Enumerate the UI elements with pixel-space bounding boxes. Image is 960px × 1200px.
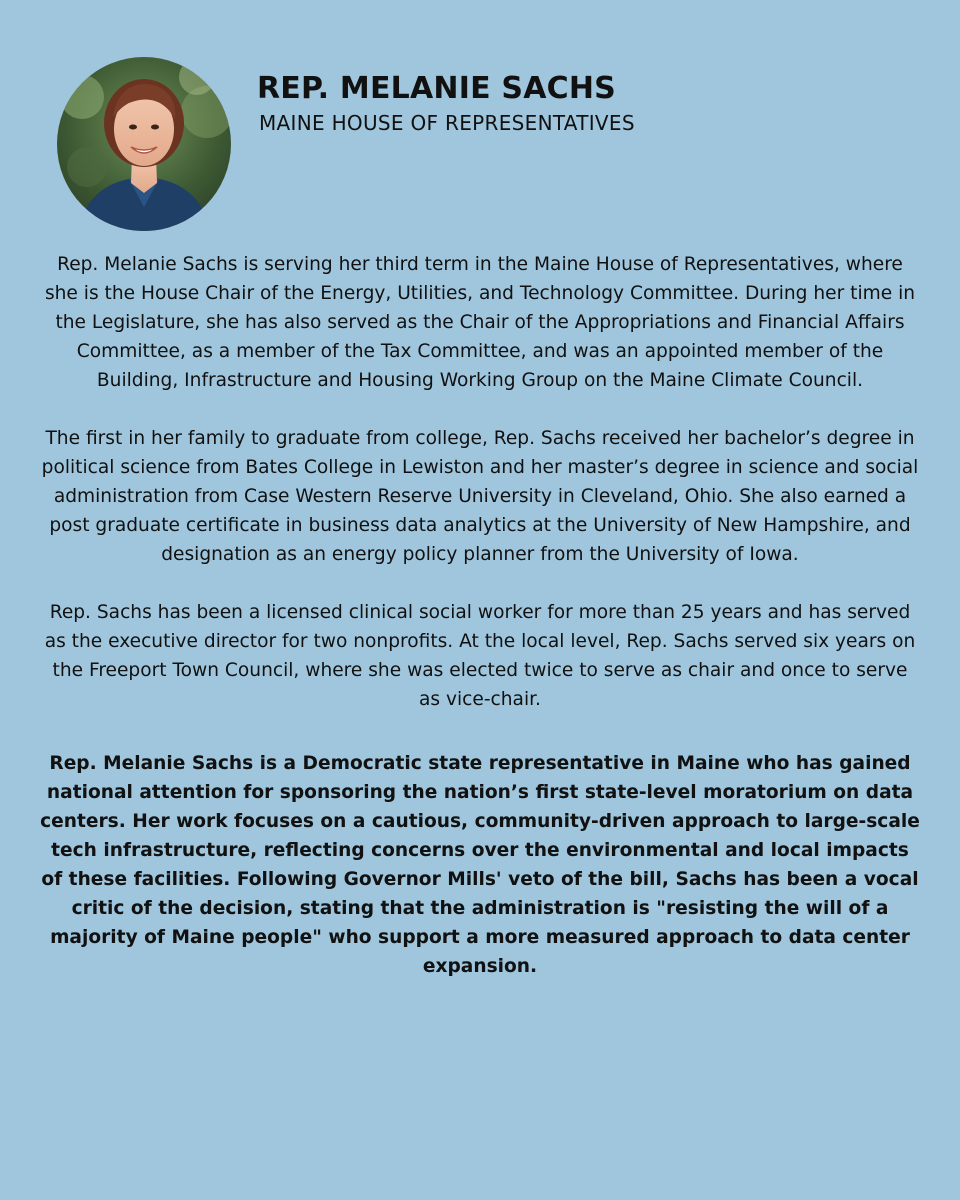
bio-paragraph-2: The first in her family to graduate from college, Rep. Sachs received her bachelor’s degree in political science from Bates College in Lewiston and her master’s degree in science and social administration from Case Western Reserve University in Cleveland, Ohio. She also earned a post graduate certificate in business data analytics at the University of New Hampshire, and designation as an energy policy planner from the University of Iowa. <box>41 428 919 565</box>
avatar <box>57 57 231 231</box>
bio-paragraph-1: Rep. Melanie Sachs is serving her third term in the Maine House of Representatives, where she is the House Chair of the Energy, Utilities, and Technology Committee. During her time in the Legislature, she has also served as the Chair of the Appropriations and Financial Affairs Committee, as a member of the Tax Committee, and was an appointed member of the Building, Infrastructure and Housing Working Group on the Maine Climate Council. <box>44 254 916 391</box>
bio-summary: Rep. Melanie Sachs is a Democratic state representative in Maine who has gained national attention for sponsoring the nation’s first state-level moratorium on data centers. Her work focuses on a cautious, community-driven approach to large-scale tech infrastructure, reflecting concerns over the environmental and local impacts of these facilities. Following Governor Mills' veto of the bill, Sachs has been a vocal critic of the decision, stating that the administration is "resisting the will of a majority of Maine people" who support a more measured approach to data center expansion. <box>40 753 920 977</box>
profile-subtitle: MAINE HOUSE OF REPRESENTATIVES <box>259 111 635 135</box>
portrait-photo <box>57 57 231 231</box>
profile-name: REP. MELANIE SACHS <box>257 71 616 106</box>
profile-header <box>57 57 635 231</box>
bio-section <box>40 250 920 1010</box>
bio-paragraph-3: Rep. Sachs has been a licensed clinical social worker for more than 25 years and has served as the executive director for two nonprofits. At the local level, Rep. Sachs served six years on the Freeport Town Council, where she was elected twice to serve as chair and once to serve as vice-chair. <box>44 602 916 710</box>
header-text <box>257 71 635 137</box>
